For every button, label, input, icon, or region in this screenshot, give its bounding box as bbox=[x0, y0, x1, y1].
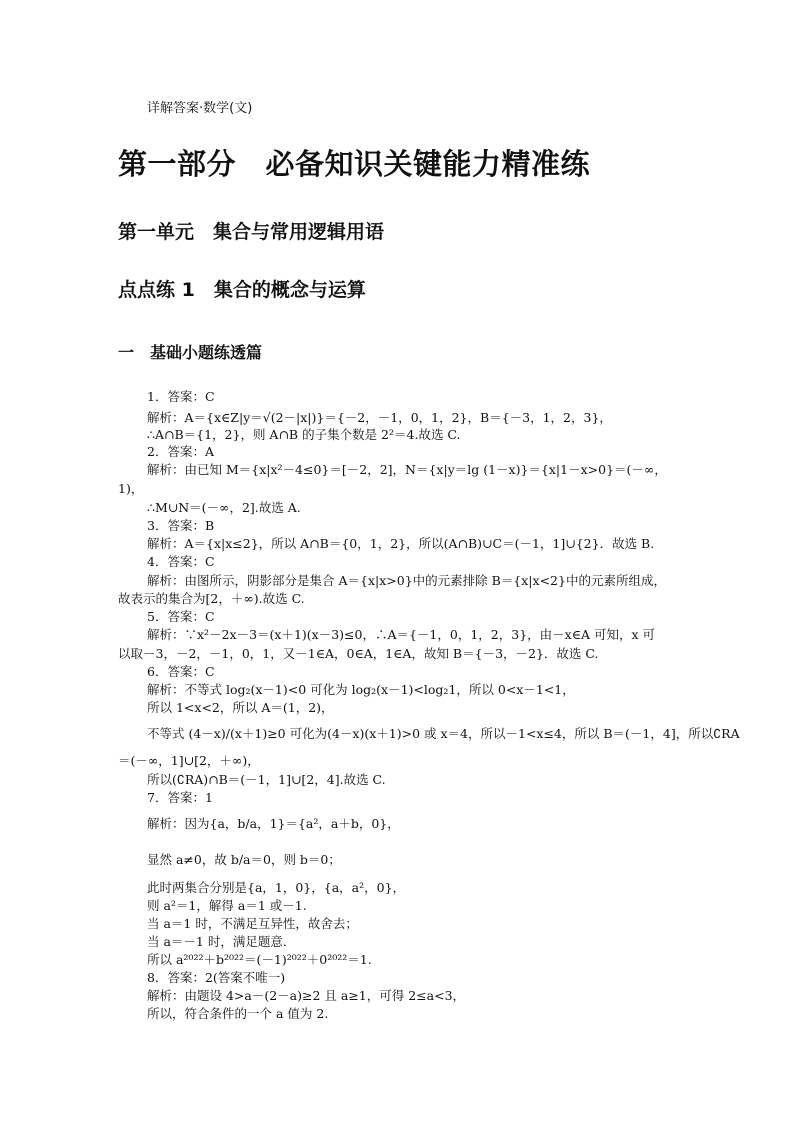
answer-line: 2．答案：A bbox=[147, 444, 214, 459]
solution-line: 所以 1<x<2，所以 A＝(1，2)， bbox=[147, 700, 334, 715]
solution-line: 所以，符合条件的一个 a 值为 2. bbox=[147, 1006, 329, 1021]
solution-line: 此时两集合分别是{a，1，0}，{a，a²，0}， bbox=[147, 880, 406, 895]
solution-line: ∴A∩B＝{1，2}，则 A∩B 的子集个数是 2²＝4.故选 C. bbox=[147, 427, 461, 442]
subsection-title: 一 基础小题练透篇 bbox=[118, 343, 263, 362]
answer-line: 1．答案：C bbox=[147, 389, 215, 404]
solution-line: 解析：因为{a，b/a，1}＝{a²，a＋b，0}， bbox=[147, 816, 400, 831]
answer-line: 8．答案：2(答案不唯一) bbox=[147, 970, 286, 985]
solution-line: 解析：不等式 log₂(x－1)<0 可化为 log₂(x－1)<log₂1，所以 0<x－1<1， bbox=[147, 682, 575, 697]
answer-line: 6．答案：C bbox=[147, 664, 215, 679]
solution-line: 所以 a²⁰²²＋b²⁰²²＝(－1)²⁰²²＋0²⁰²²＝1. bbox=[147, 952, 372, 967]
unit-title: 第一单元 集合与常用逻辑用语 bbox=[118, 221, 385, 243]
solution-line: 则 a²＝1，解得 a＝1 或－1. bbox=[147, 898, 307, 913]
solution-line: 故表示的集合为[2，＋∞).故选 C. bbox=[118, 591, 305, 606]
solution-line: 不等式 (4－x)/(x＋1)≥0 可化为(4－x)(x＋1)>0 或 x＝4，所以－1<x≤4，所以 B＝(－1，4]，所以∁RA bbox=[147, 726, 740, 741]
answer-line: 5．答案：C bbox=[147, 609, 215, 624]
solution-line: 解析：由题设 4>a－(2－a)≥2 且 a≥1，可得 2≤a<3， bbox=[147, 988, 466, 1003]
solution-line: 当 a＝1 时，不满足互异性，故舍去； bbox=[147, 916, 358, 931]
solution-line: 当 a＝－1 时，满足题意． bbox=[147, 934, 296, 949]
solution-line: 1)， bbox=[118, 481, 144, 496]
answer-line: 3．答案：B bbox=[147, 518, 215, 533]
solution-line: ＝(－∞，1]∪[2，＋∞)， bbox=[118, 753, 260, 768]
solution-line: 解析：A＝{x∈Z|y＝√(2－|x|)}＝{－2，－1，0，1，2}，B＝{－3，1，2，3}， bbox=[147, 410, 612, 425]
answer-line: 4．答案：C bbox=[147, 554, 215, 569]
solution-line: ∴M∪N＝(－∞，2].故选 A. bbox=[147, 500, 301, 515]
answer-line: 7．答案：1 bbox=[147, 790, 213, 805]
solution-line: 解析：∵x²－2x－3＝(x＋1)(x－3)≤0，∴A＝{－1，0，1，2，3}，由－x∈A 可知，x 可 bbox=[147, 627, 655, 642]
part-title: 第一部分 必备知识关键能力精准练 bbox=[118, 147, 591, 181]
solution-line: 解析：A＝{x|x≤2}，所以 A∩B＝{0，1，2}，所以(A∩B)∪C＝(－1，1]∪{2}．故选 B. bbox=[147, 536, 655, 551]
solution-line: 以取－3，－2，－1，0，1，又－1∈A，0∈A，1∈A，故知 B＝{－3，－2}．故选 C. bbox=[118, 646, 599, 661]
solution-line: 显然 a≠0，故 b/a＝0，则 b＝0； bbox=[147, 852, 341, 867]
page-header: 详解答案·数学(文) bbox=[147, 101, 253, 116]
solution-line: 解析：由图所示，阴影部分是集合 A＝{x|x>0}中的元素排除 B＝{x|x<2}中的元素所组成， bbox=[147, 573, 666, 588]
solution-line: 所以(∁RA)∩B＝(－1，1]∪[2，4].故选 C. bbox=[147, 772, 386, 787]
section-title: 点点练 1 集合的概念与运算 bbox=[118, 279, 366, 301]
solution-line: 解析：由已知 M＝{x|x²－4≤0}＝[－2，2]，N＝{x|y＝lg (1－x)}＝{x|1－x>0}＝(－∞， bbox=[147, 462, 667, 477]
